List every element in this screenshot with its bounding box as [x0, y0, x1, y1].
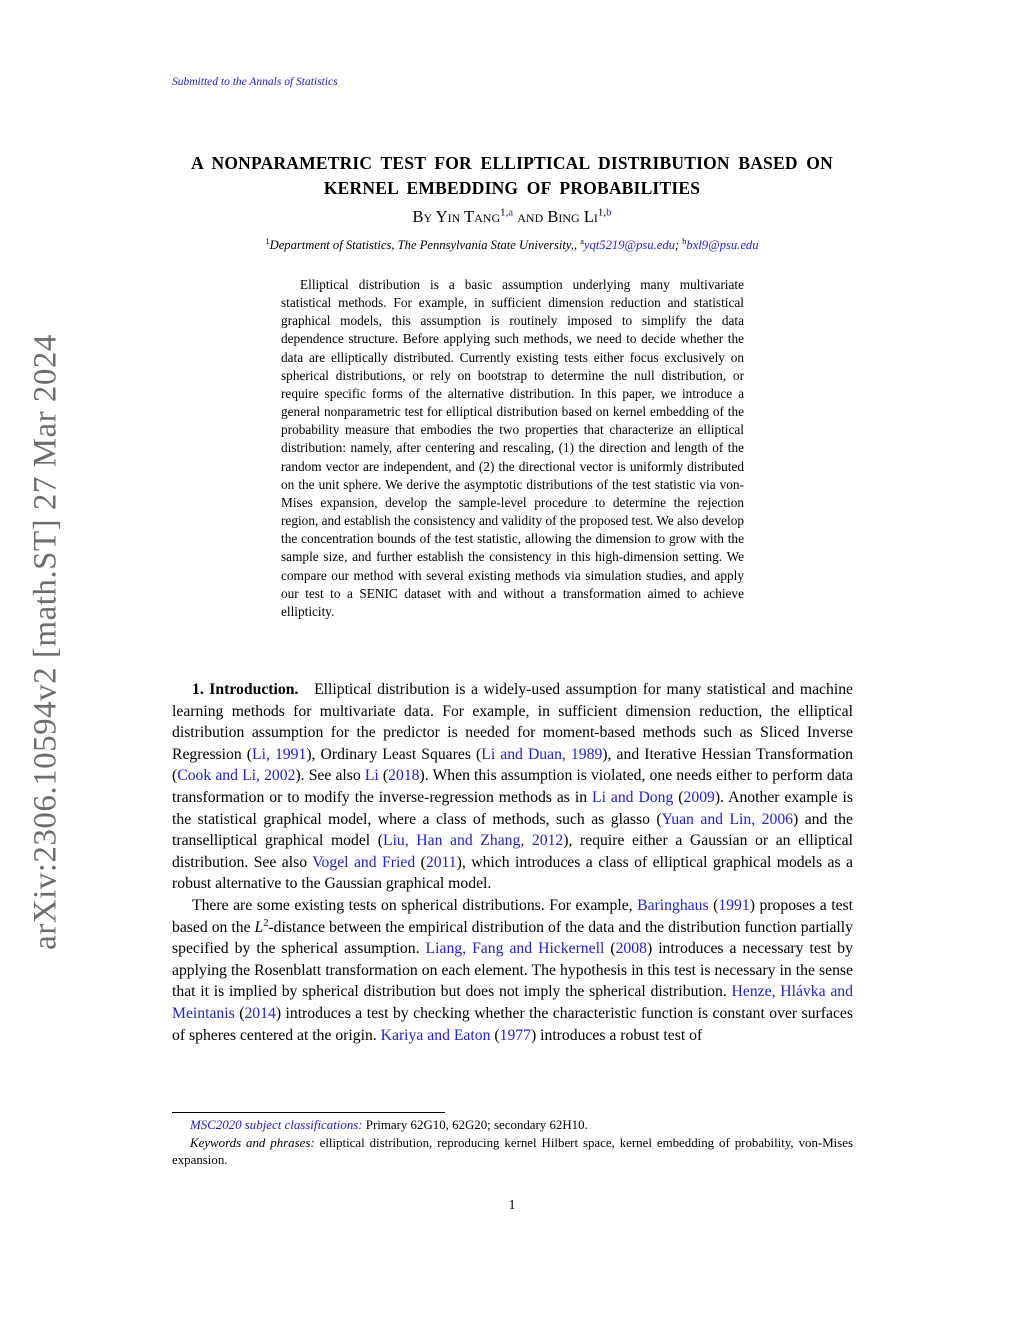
text-run: ( [673, 788, 684, 806]
submitted-note: Submitted to the Annals of Statistics [172, 76, 338, 88]
abstract-text: Elliptical distribution is a basic assumption underlying many multivariate statistical methods. For example, in sufficient dimension reduction and statistical graphical models, this assumption is routinely imposed to simplify the data dependence structure. Before applying such methods, we need to decide whether the data are elliptically distributed. Currently existing tests either focus exclusively on spherical distributions, or rely on bootstrap to determine the null distribution, or require specific forms of the alternative distribution. In this paper, we introduce a general nonparametric test for elliptical distribution based on kernel embedding of the probability measure that embodies the two properties that characterize an elliptical distribution: namely, after centering and rescaling, (1) the direction and length of the random vector are independent, and (2) the directional vector is uniformly distributed on the unit sphere. We derive the asymptotic distributions of the test statistic via von-Mises expansion, develop the sample-level procedure to determine the rejection region, and establish the consistency and validity of the proposed test. We also develop the concentration bounds of the test statistic, allowing the dimension to grow with the sample size, and further establish the consistency in this high-dimension setting. We compare our method with several existing methods via simulation studies, and apply our test to a SENIC dataset with and without a transformation aimed to achieve ellipticity. [281, 277, 744, 619]
paper-title [110, 151, 914, 201]
text-run: 2 [263, 917, 269, 929]
author-footnote-b-link[interactable]: b [606, 206, 612, 219]
citation-baringhaus-1991[interactable]: Baringhaus [637, 896, 709, 914]
paper-title-line1: A NONPARAMETRIC TEST FOR ELLIPTICAL DISTRIBUTION BASED ON [191, 152, 833, 173]
text-run: ). See also [295, 767, 365, 785]
introduction-paragraph-2 [172, 895, 853, 1046]
text-run: ( [415, 853, 426, 871]
citation-vogel-fried-2011[interactable]: Vogel and Fried [312, 853, 416, 871]
text-run: Department of Statistics, The Pennsylvania State University,, [269, 238, 581, 252]
text-run: ) proposes a test based on the [172, 896, 854, 936]
citation-li-dong-2009[interactable]: Li and Dong [592, 788, 674, 806]
text-run: 1, [597, 206, 607, 219]
citation-kariya-eaton-1977[interactable]: Kariya and Eaton [380, 1026, 491, 1044]
text-run: ), and Iterative Hessian Transformation ( [172, 745, 854, 785]
text-run: 1. Introduction. [192, 681, 299, 698]
citation-liang-fang-hickernell-2008[interactable]: Liang, Fang and Hickernell [425, 940, 605, 958]
citation-li-duan-1989[interactable]: Li and Duan, 1989 [481, 745, 603, 763]
text-run: By [412, 207, 436, 226]
text-run: a [580, 236, 584, 246]
text-run: 1, [500, 206, 509, 219]
citation-henze-hlavka-meintanis-2014-year[interactable]: 2014 [244, 1004, 276, 1022]
introduction-paragraph-1 [172, 679, 853, 895]
authors-line [0, 207, 1024, 227]
text-run: Elliptical distribution is a widely-used assumption for many statistical and machine learning methods for multivariate data. For example, in sufficient dimension reduction, the elliptical distribution assumption for the predictor is needed for moment-based methods such as Sliced Inverse Regression ( [172, 681, 854, 763]
text-run: b [682, 236, 687, 246]
text-run: ) and the transelliptical graphical model ( [172, 810, 853, 850]
text-run: ). When this assumption is violated, one needs either to perform data transformation or to modify the inverse-regression methods as in [172, 767, 853, 806]
citation-li-2018[interactable]: Li [364, 767, 379, 785]
introduction-section [172, 679, 853, 1046]
text-run: Keywords and phrases: [190, 1135, 315, 1150]
citation-kariya-eaton-1977-year[interactable]: 1977 [499, 1026, 531, 1044]
text-run: Primary 62G10, 62G20; secondary 62H10. [362, 1118, 588, 1132]
text-run: -distance between the empirical distribution of the data and the distribution function partially specified by the spherical assumption. [172, 918, 853, 958]
text-run: ( [234, 1004, 245, 1022]
msc-footnote [172, 1117, 853, 1135]
text-run: ( [378, 767, 389, 785]
text-run: L [254, 918, 264, 936]
text-run: elliptical distribution, reproducing kernel Hilbert space, kernel embedding of probability, von-Mises expansion. [172, 1135, 854, 1168]
citation-henze-hlavka-meintanis-2014[interactable]: Henze, Hlávka and Meintanis [172, 983, 853, 1022]
text-run: and [513, 207, 548, 226]
citation-li-dong-2009-year[interactable]: 2009 [683, 788, 715, 806]
email-link-bxl9[interactable]: bxl9@psu.edu [686, 238, 759, 252]
citation-liu-han-zhang-2012[interactable]: Liu, Han and Zhang, 2012 [382, 832, 564, 850]
author-bing-li: Bing Li [547, 207, 598, 226]
text-run: ) introduces a test by checking whether the characteristic function is constant over surfaces of spheres centered at the origin. [172, 1004, 853, 1044]
paper-title-line2: KERNEL EMBEDDING OF PROBABILITIES [323, 177, 701, 198]
citation-li-1991[interactable]: Li, 1991 [252, 745, 307, 763]
citation-li-2018-year[interactable]: 2018 [388, 767, 420, 785]
affiliation-line [0, 238, 1024, 253]
text-run: ). Another example is the statistical graphical model, where a class of methods, such as glasso ( [172, 788, 853, 828]
text-run: ) introduces a necessary test by applying the Rosenblatt transformation on each element. The hypothesis in this test is necessary in the sense that it is implied by spherical distribution but does not imply the spherical distribution. [172, 940, 853, 1001]
text-run: There are some existing tests on spherical distributions. For example, [192, 896, 638, 914]
author-yin-tang: Yin Tang [435, 207, 501, 226]
text-run: ) introduces a robust test of [530, 1026, 703, 1044]
text-run: ( [708, 896, 719, 914]
email-link-yqt5219[interactable]: yqt5219@psu.edu [583, 238, 675, 252]
page-number: 1 [508, 1197, 516, 1212]
citation-cook-li-2002[interactable]: Cook and Li, 2002 [177, 767, 296, 785]
msc-classification-link[interactable]: MSC2020 subject classifications: [190, 1118, 363, 1132]
text-run: ; [674, 238, 683, 252]
text-run: ), Ordinary Least Squares ( [306, 745, 482, 763]
keywords-footnote [172, 1135, 853, 1170]
citation-baringhaus-1991-year[interactable]: 1991 [718, 896, 750, 914]
citation-vogel-fried-2011-year[interactable]: 2011 [425, 853, 457, 871]
text-run: ( [490, 1026, 500, 1044]
author-footnote-a-link[interactable]: a [508, 206, 514, 219]
citation-liang-fang-hickernell-2008-year[interactable]: 2008 [615, 940, 647, 958]
footnote-rule [172, 1112, 445, 1113]
arxiv-watermark: arXiv:2306.10594v2 [math.ST] 27 Mar 2024 [27, 334, 64, 950]
text-run: ( [604, 940, 616, 958]
text-run: 1 [265, 236, 270, 246]
citation-yuan-lin-2006[interactable]: Yuan and Lin, 2006 [661, 810, 794, 828]
footnotes-block [172, 1117, 853, 1170]
text-run: ), which introduces a class of elliptical graphical models as a robust alternative to the Gaussian graphical model. [172, 853, 853, 893]
text-run: ), require either a Gaussian or an elliptical distribution. See also [172, 832, 853, 871]
